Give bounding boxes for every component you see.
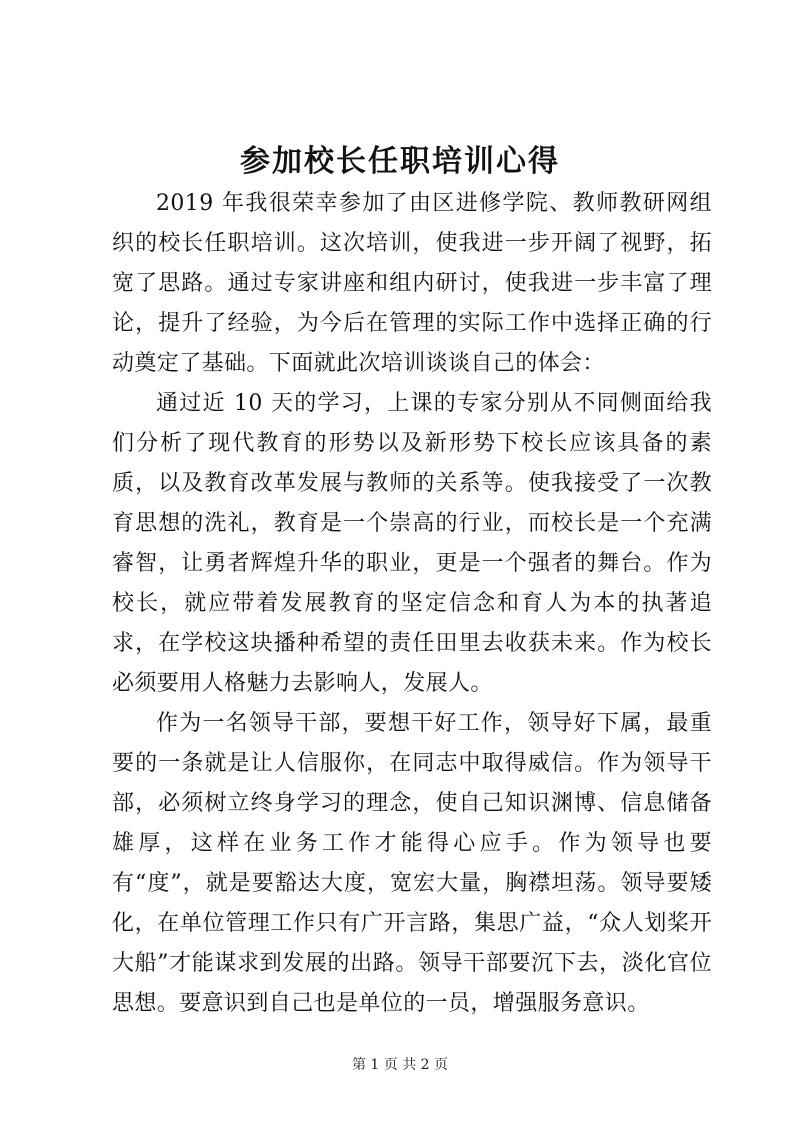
paragraph-1: 2019 年我很荣幸参加了由区进修学院、教师教研网组织的校长任职培训。这次培训，使我进一步开阔了视野，拓宽了思路。通过专家讲座和组内研讨，使我进一步丰富了理论，提升了经验，为今后在管理的实际工作中选择正确的行动奠定了基础。下面就此次培训谈谈自己的体会： [112,191,712,376]
paragraph-2: 通过近 10 天的学习，上课的专家分别从不同侧面给我们分析了现代教育的形势以及新形势下校长应该具备的素质，以及教育改革发展与教师的关系等。使我接受了一次教育思想的洗礼，教育是一个崇高的行业，而校长是一个充满睿智，让勇者辉煌升华的职业，更是一个强者的舞台。作为校长，就应带着发展教育的坚定信念和育人为本的执著追求，在学校这块播种希望的责任田里去收获未来。作为校长必须要用人格魅力去影响人，发展人。 [112,391,712,696]
paragraph-3: 作为一名领导干部，要想干好工作，领导好下属，最重要的一条就是让人信服你，在同志中取得威信。作为领导干部，必须树立终身学习的理念，使自己知识渊博、信息储备雄厚，这样在业务工作才能得心应手。作为领导也要有“度”，就是要豁达大度，宽宏大量，胸襟坦荡。领导要矮化，在单位管理工作只有广开言路，集思广益，“众人划桨开大船”才能谋求到发展的出路。领导干部要沉下去，淡化官位思想。要意识到自己也是单位的一员，增强服务意识。 [112,711,712,1016]
document-title: 参加校长任职培训心得 [240,144,560,179]
page-number-footer: 第 1 页 共 2 页 [351,1057,449,1073]
document-body [112,184,712,1024]
